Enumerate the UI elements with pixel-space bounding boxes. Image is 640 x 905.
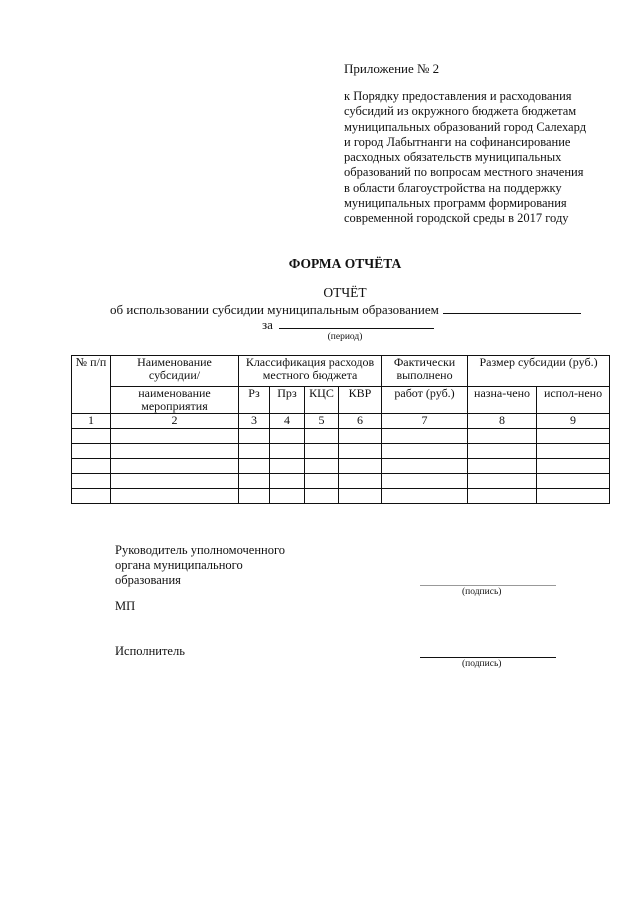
table-cell[interactable] <box>270 489 305 504</box>
table-cell[interactable] <box>537 474 610 489</box>
table-cell[interactable] <box>305 459 339 474</box>
header-rz: Рз <box>239 387 270 414</box>
header-kcs: КЦС <box>305 387 339 414</box>
column-number: 1 <box>72 414 111 429</box>
table-cell[interactable] <box>468 489 537 504</box>
table-cell[interactable] <box>339 489 382 504</box>
table-cell[interactable] <box>468 459 537 474</box>
column-number: 4 <box>270 414 305 429</box>
header-actual-bottom: работ (руб.) <box>382 387 468 414</box>
header-num: № п/п <box>72 356 111 414</box>
table-cell[interactable] <box>468 429 537 444</box>
table-cell[interactable] <box>270 459 305 474</box>
report-title: ОТЧЁТ <box>323 285 367 300</box>
appendix-description <box>344 89 614 227</box>
head-label-line: органа муниципального <box>115 558 243 572</box>
column-number: 6 <box>339 414 382 429</box>
appendix-line: образований по вопросам местного значения <box>344 165 584 180</box>
table-cell[interactable] <box>270 429 305 444</box>
column-number: 8 <box>468 414 537 429</box>
header-name-top: Наименование субсидии/ <box>111 356 239 387</box>
form-title: ФОРМА ОТЧЁТА <box>288 256 402 271</box>
table-cell[interactable] <box>339 474 382 489</box>
appendix-number: Приложение № 2 <box>344 61 440 76</box>
table-cell[interactable] <box>270 444 305 459</box>
appendix-line: муниципальных образований город Салехард <box>344 119 587 134</box>
header-subsidy: Размер субсидии (руб.) <box>468 356 610 387</box>
period-blank-field[interactable] <box>279 315 434 329</box>
table-cell[interactable] <box>305 489 339 504</box>
municipality-blank-field[interactable] <box>443 300 581 314</box>
table-cell[interactable] <box>72 429 111 444</box>
executor-signature-hint: (подпись) <box>462 659 502 669</box>
header-executed: испол-нено <box>537 387 610 414</box>
stamp-label: МП <box>115 599 136 613</box>
table-cell[interactable] <box>111 474 239 489</box>
table-row <box>72 459 610 474</box>
report-period-line <box>262 315 434 333</box>
column-number: 5 <box>305 414 339 429</box>
table-header-row <box>72 387 610 414</box>
executor-signature-line[interactable] <box>420 657 556 658</box>
table-cell[interactable] <box>537 444 610 459</box>
table-cell[interactable] <box>537 459 610 474</box>
table-cell[interactable] <box>239 489 270 504</box>
appendix-line: и город Лабытнанги на софинансирование <box>344 134 571 149</box>
table-cell[interactable] <box>339 429 382 444</box>
header-prz: Прз <box>270 387 305 414</box>
table-header-row <box>72 356 610 387</box>
period-hint: (период) <box>327 332 363 342</box>
table-cell[interactable] <box>382 444 468 459</box>
appendix-line: расходных обязательств муниципальных <box>344 150 562 165</box>
header-assigned: назна-чено <box>468 387 537 414</box>
table-cell[interactable] <box>382 429 468 444</box>
table-cell[interactable] <box>239 444 270 459</box>
table-cell[interactable] <box>339 459 382 474</box>
table-row <box>72 429 610 444</box>
table-cell[interactable] <box>382 459 468 474</box>
appendix-line: к Порядку предоставления и расходования <box>344 89 572 103</box>
table-cell[interactable] <box>305 429 339 444</box>
appendix-line: современной городской среды в 2017 году <box>344 211 569 226</box>
table-cell[interactable] <box>111 429 239 444</box>
table-cell[interactable] <box>111 444 239 459</box>
header-actual-top: Фактически выполнено <box>382 356 468 387</box>
table-row <box>72 474 610 489</box>
header-kvr: КВР <box>339 387 382 414</box>
table-cell[interactable] <box>239 429 270 444</box>
header-name-bottom: наименование мероприятия <box>111 387 239 414</box>
period-prefix: за <box>262 317 273 332</box>
table-row <box>72 489 610 504</box>
head-signature-hint: (подпись) <box>462 587 502 597</box>
table-cell[interactable] <box>111 489 239 504</box>
head-label-line: Руководитель уполномоченного <box>115 543 286 557</box>
column-number: 3 <box>239 414 270 429</box>
report-table <box>71 355 610 504</box>
executor-label: Исполнитель <box>115 644 185 658</box>
column-number-row <box>72 414 610 429</box>
table-cell[interactable] <box>468 474 537 489</box>
header-classification: Классификация расходов местного бюджета <box>239 356 382 387</box>
table-cell[interactable] <box>382 474 468 489</box>
table-cell[interactable] <box>111 459 239 474</box>
appendix-line: субсидий из окружного бюджета бюджетам <box>344 104 577 119</box>
table-cell[interactable] <box>72 489 111 504</box>
column-number: 2 <box>111 414 239 429</box>
table-cell[interactable] <box>305 444 339 459</box>
table-row <box>72 444 610 459</box>
table-cell[interactable] <box>72 459 111 474</box>
head-signature-label <box>115 543 285 588</box>
table-cell[interactable] <box>537 489 610 504</box>
head-label-line: образования <box>115 573 181 587</box>
report-subject-text: об использовании субсидии муниципальным образованием <box>110 302 439 317</box>
table-cell[interactable] <box>239 459 270 474</box>
table-cell[interactable] <box>72 444 111 459</box>
table-cell[interactable] <box>270 474 305 489</box>
appendix-line: муниципальных программ формирования <box>344 196 567 211</box>
table-cell[interactable] <box>239 474 270 489</box>
table-cell[interactable] <box>382 489 468 504</box>
table-cell[interactable] <box>339 444 382 459</box>
head-signature-line[interactable] <box>420 585 556 586</box>
table-cell[interactable] <box>537 429 610 444</box>
column-number: 7 <box>382 414 468 429</box>
column-number: 9 <box>537 414 610 429</box>
table-cell[interactable] <box>72 474 111 489</box>
appendix-line: в области благоустройства на поддержку <box>344 180 562 195</box>
table-cell[interactable] <box>305 474 339 489</box>
table-cell[interactable] <box>468 444 537 459</box>
